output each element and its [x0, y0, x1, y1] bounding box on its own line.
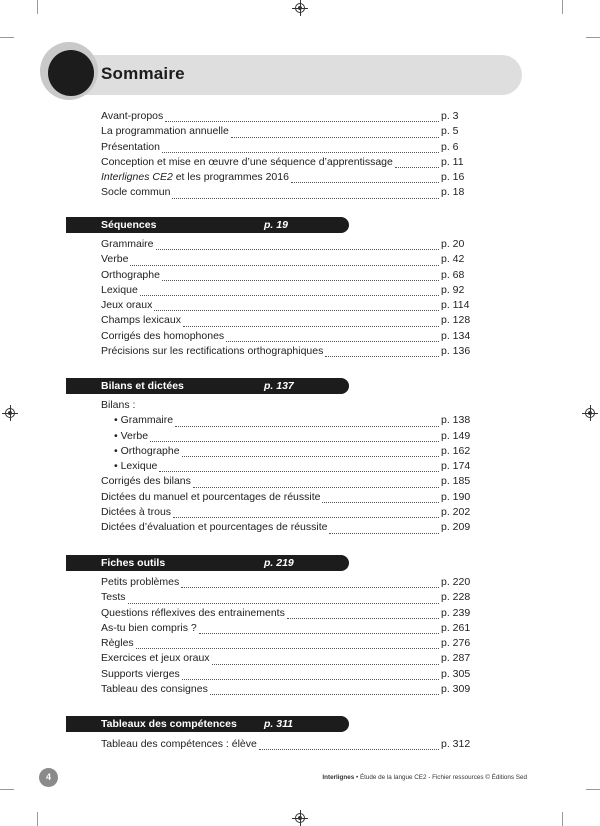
list-item[interactable]: Verbe p. 42: [101, 253, 465, 266]
list-item[interactable]: Dictées d’évaluation et pourcentages de réussite p. 209: [101, 521, 471, 534]
crop-mark: [37, 812, 38, 826]
list-item[interactable]: Conception et mise en œuvre d’une séquence d’apprentissage p. 11: [101, 155, 464, 168]
list-item[interactable]: Tableau des consignes p. 309: [101, 683, 471, 696]
footer-credit: Interlignes • Étude de la langue CE2 - Fichier ressources © Éditions Sed: [322, 774, 527, 781]
crop-mark: [0, 789, 14, 790]
section-header-bilans[interactable]: Bilans et dictées p. 137: [66, 378, 349, 394]
list-item[interactable]: Petits problèmes p. 220: [101, 576, 471, 588]
crop-mark: [562, 812, 563, 826]
list-item[interactable]: La programmation annuelle p. 5: [101, 125, 459, 138]
list-item[interactable]: Tableau des compétences : élève p. 312: [101, 738, 471, 750]
list-heading: Bilans :: [101, 399, 136, 411]
list-item[interactable]: Dictées à trous p. 202: [101, 506, 471, 519]
list-item[interactable]: Précisions sur les rectifications orthographiques p. 136: [101, 345, 471, 358]
crop-mark: [0, 37, 14, 38]
list-item[interactable]: Jeux oraux p. 114: [101, 299, 470, 312]
list-item[interactable]: • Lexique p. 174: [114, 460, 471, 473]
competences-list: [101, 738, 485, 753]
page-number: 4: [39, 768, 58, 787]
list-item[interactable]: Corrigés des bilans p. 185: [101, 475, 471, 488]
list-item[interactable]: Dictées du manuel et pourcentages de réussite p. 190: [101, 490, 471, 503]
registration-mark-icon: [295, 813, 305, 823]
section-header-fiches-outils[interactable]: Fiches outils p. 219: [66, 555, 349, 571]
list-item[interactable]: Champs lexicaux p. 128: [101, 314, 471, 327]
list-item[interactable]: Lexique p. 92: [101, 283, 465, 296]
list-item[interactable]: Présentation p. 6: [101, 140, 459, 153]
list-item[interactable]: Grammaire p. 20: [101, 238, 465, 250]
list-item[interactable]: Exercices et jeux oraux p. 287: [101, 652, 471, 665]
list-item[interactable]: • Verbe p. 149: [114, 429, 471, 442]
intro-list: [101, 110, 485, 202]
bilans-list: [101, 399, 485, 537]
list-item[interactable]: Corrigés des homophones p. 134: [101, 329, 471, 342]
list-item[interactable]: As-tu bien compris ? p. 261: [101, 621, 471, 634]
registration-mark-icon: [585, 408, 595, 418]
crop-mark: [586, 789, 600, 790]
list-item[interactable]: Orthographe p. 68: [101, 268, 465, 281]
fiches-outils-list: [101, 576, 485, 698]
list-item[interactable]: Règles p. 276: [101, 637, 471, 650]
crop-mark: [37, 0, 38, 14]
list-item[interactable]: • Orthographe p. 162: [114, 444, 471, 457]
list-item[interactable]: Tests p. 228: [101, 591, 471, 604]
crop-mark: [586, 37, 600, 38]
list-item[interactable]: Interlignes CE2 et les programmes 2016 p. 16: [101, 171, 465, 184]
section-header-competences[interactable]: Tableaux des compétences p. 311: [66, 716, 349, 732]
title-circle-inner-icon: [48, 50, 94, 96]
list-item[interactable]: • Grammaire p. 138: [114, 414, 471, 427]
list-item[interactable]: Avant-propos p. 3: [101, 110, 459, 122]
registration-mark-icon: [5, 408, 15, 418]
sequences-list: [101, 238, 485, 360]
list-item[interactable]: Questions réflexives des entrainements p. 239: [101, 606, 471, 619]
crop-mark: [562, 0, 563, 14]
list-item[interactable]: Supports vierges p. 305: [101, 667, 471, 680]
list-item[interactable]: Socle commun p. 18: [101, 186, 465, 199]
registration-mark-icon: [295, 3, 305, 13]
section-header-sequences[interactable]: Séquences p. 19: [66, 217, 349, 233]
page-title: Sommaire: [101, 64, 185, 83]
